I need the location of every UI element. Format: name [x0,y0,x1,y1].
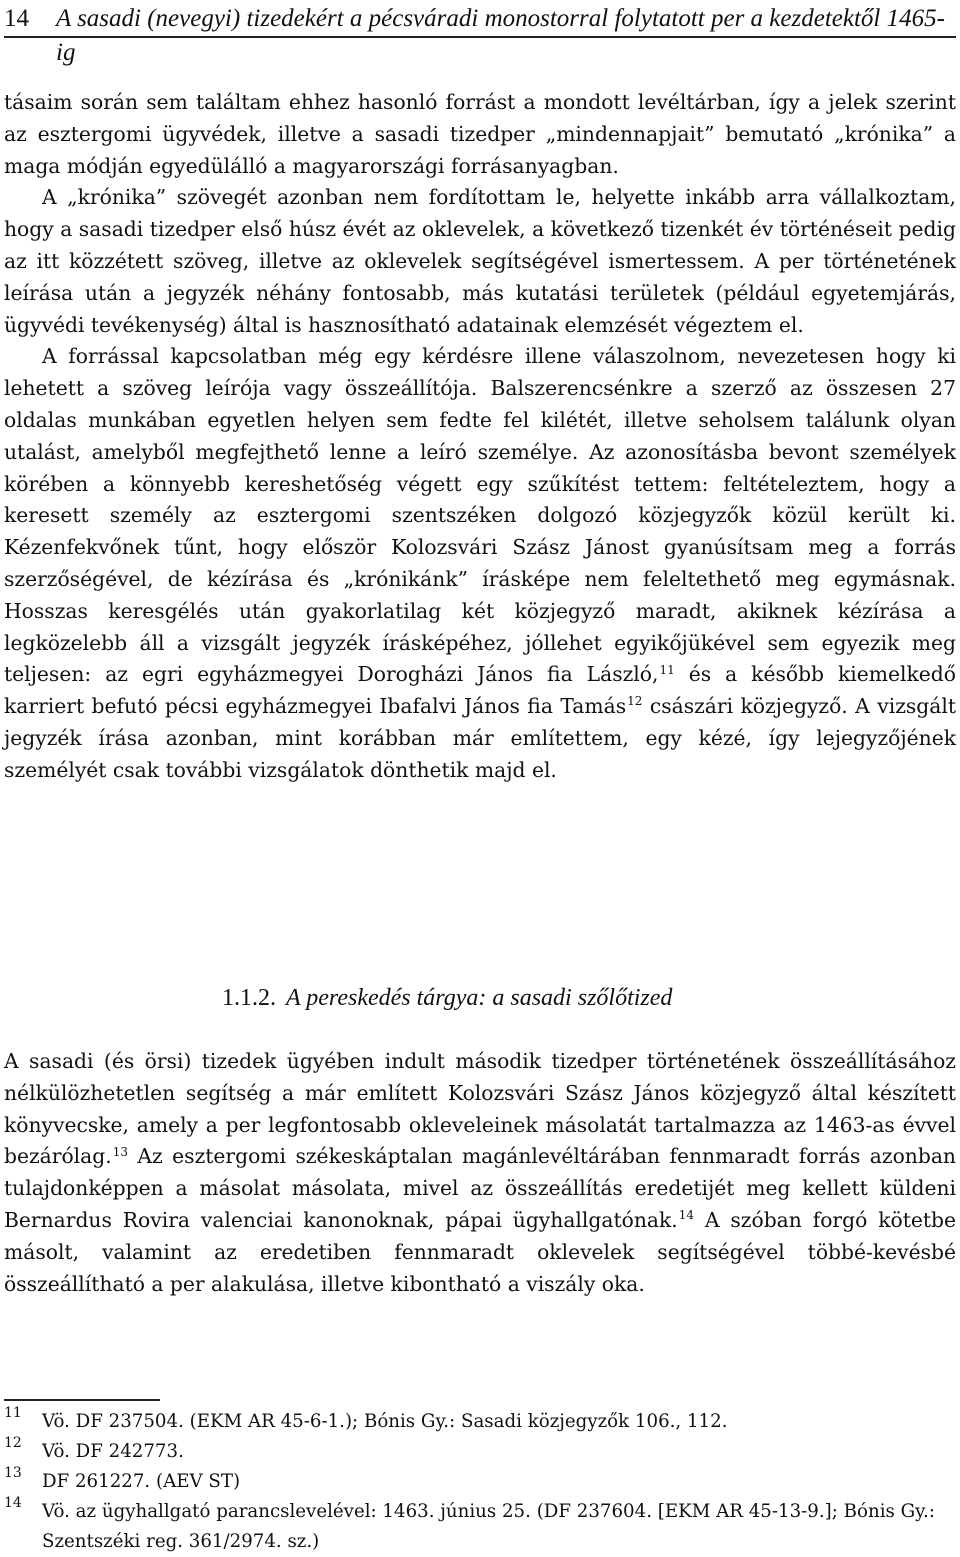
footnote-12 [4,1437,956,1467]
paragraph-text-part: Az esztergomi székeskáptalan magánlevéltárában fennmaradt forrás azonban tulajdonképpen a másolat másolata, mivel az összeállítás eredetijét meg kellett küldeni Bernardus Rovira valenciai kanonoknak, pápai ügyhallgatónak. [4,1144,956,1232]
footnote-number: 11 [4,1405,22,1421]
footnote-ref-14[interactable]: 14 [678,1208,694,1223]
section-title: A pereskedés tárgya: a sasadi szőlőtized [286,985,673,1011]
footnote-ref-11[interactable]: 11 [659,662,675,677]
section-paragraph [4,1046,956,1300]
footnote-text: DF 261227. (AEV ST) [42,1471,241,1492]
footnote-ref-13[interactable]: 13 [112,1144,128,1159]
footnote-divider [4,1399,160,1401]
footnote-number: 13 [4,1465,22,1481]
section-heading [222,977,672,1019]
paragraph-continuation: tásaim során sem találtam ehhez hasonló forrást a mondott levéltárban, így a jelek szerint az esztergomi ügyvédek, illetve a sasadi tizedper „mindennapjait” bemutató „krónika” a maga módján egyedülálló a magyarországi forrásanyagban. [4,90,956,178]
footnote-text: Vö. az ügyhallgató parancslevelével: 1463. június 25. (DF 237604. [EKM AR 45-13-9.]; Bónis Gy.: Szentszéki reg. 361/2974. sz.) [42,1501,935,1552]
page-number: 14 [4,5,29,32]
footnote-number: 12 [4,1435,22,1451]
paragraph-text-part: A forrással kapcsolatban még egy kérdésre illene válaszolnom, nevezetesen hogy ki lehetett a szöveg leírója vagy összeállítója. Balszerencsénkre a szerző az összesen 27 oldalas munkában egyetlen helyen sem fedte fel kilétét, illetve seholsem találunk olyan utalást, amelyből megfejthető lenne a leíró személye. Az azonosításba bevont személyek körében a könnyebb kereshetőség végett egy szűkítést tettem: feltételeztem, hogy a keresett személy az esztergomi szentszéken dolgozó közjegyzők közül került ki. Kézenfekvőnek tűnt, hogy először Kolozsvári Szász Jánost gyanúsítsam meg a forrás szerzőségével, de kézírása és „krónikánk” írásképe nem feleltethető meg egymásnak. Hosszas keresgélés után gyakorlatilag két közjegyző maradt, akiknek kézírása a legközelebb áll a vizsgált jegyzék írásképéhez, jóllehet egyikőjükével sem egyezik meg teljesen: az egri egyházmegyei Dorogházi János fia László, [4,344,956,687]
footnote-text: Vö. DF 242773. [42,1441,184,1462]
paragraph-author-identification [4,341,956,786]
footnote-ref-12[interactable]: 12 [627,694,643,709]
footnote-13 [4,1467,956,1497]
footnote-11 [4,1407,956,1437]
running-title: A sasadi (nevegyi) tizedekért a pécsváradi monostorral folytatott per a kezdetektől 1465-ig [56,5,945,66]
paragraph-text-part: és a később kiemelkedő karriert befutó pécsi egyházmegyei Ibafalvi János fia Tamás [4,662,956,719]
page-header [4,2,956,66]
paragraph-text-part: császári közjegyző. A vizsgált jegyzék írása azonban, mint korábban már említettem, egy kézé, így lejegyzőjének személyét csak további vizsgálatok dönthetik majd el. [4,694,956,782]
section-number: 1.1.2. [222,985,276,1011]
footnote-14 [4,1497,956,1557]
paragraph-text-part: A sasadi (és örsi) tizedek ügyében indult második tizedper történetének összeállításához nélkülözhetetlen segítség a már említett Kolozsvári Szász János közjegyző által készített könyvecske, amely a per legfontosabb okleveleinek másolatát tartalmazza az 1463-as évvel bezárólag. [4,1049,956,1169]
body-text-block [4,87,956,787]
paragraph-text-part: A szóban forgó kötetbe másolt, valamint az eredetiben fennmaradt oklevelek segítségével többé-kevésbé összeállítható a per alakulása, illetve kibontható a viszály oka. [4,1207,956,1296]
paragraph-kronika: A „krónika” szövegét azonban nem fordítottam le, helyette inkább arra vállalkoztam, hogy a sasadi tizedper első húsz évét az oklevelek, a következő tizenkét év történéseit pedig az itt közzétett szöveg, illetve az oklevelek segítségével ismertessem. A per történetének leírása után a jegyzék néhány fontosabb, más kutatási területek (például egyetemjárás, ügyvédi tevékenység) által is hasznosítható adatainak elemzését végeztem el. [4,185,956,337]
footnote-text: Vö. DF 237504. (EKM AR 45-6-1.); Bónis Gy.: Sasadi közjegyzők 106., 112. [42,1411,728,1432]
section-body-text-block [4,1046,956,1300]
footnotes [4,1407,956,1557]
footnote-number: 14 [4,1495,22,1511]
